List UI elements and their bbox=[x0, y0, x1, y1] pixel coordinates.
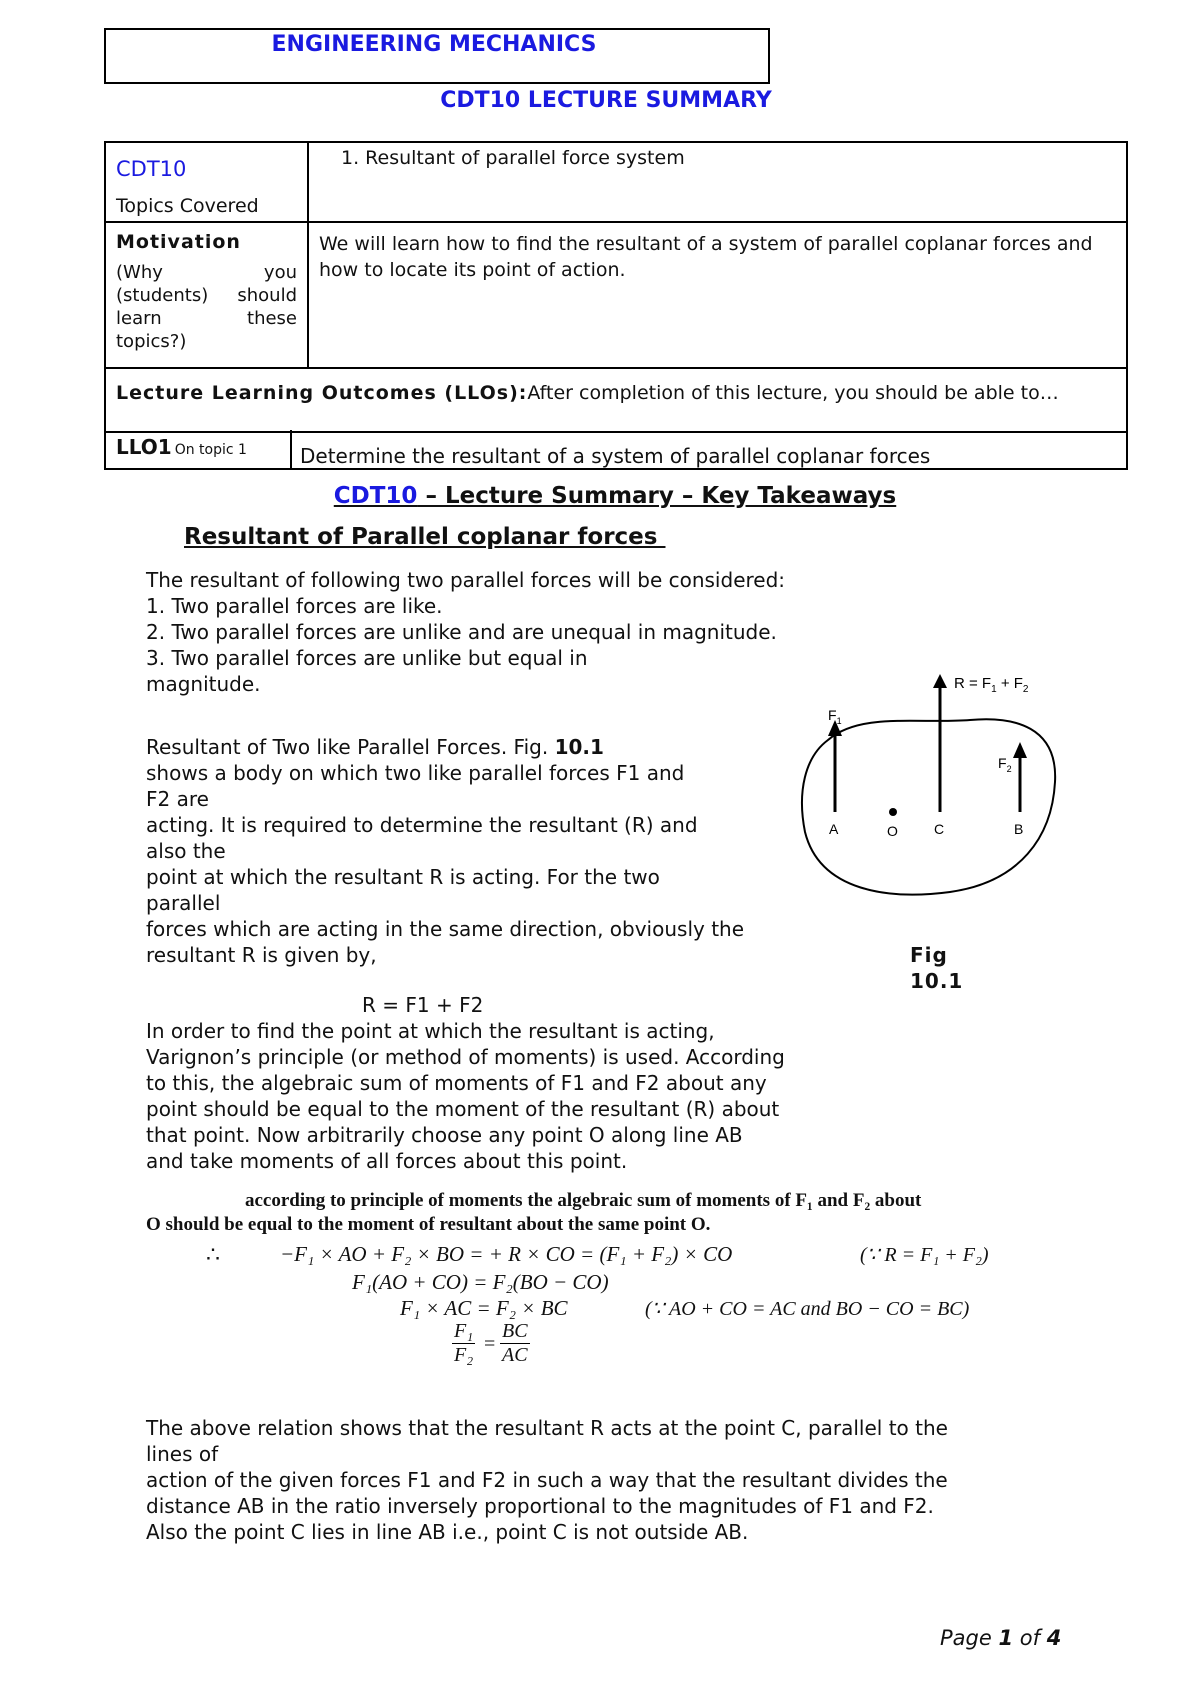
key-takeaways-code: CDT10 bbox=[333, 483, 418, 509]
llo-cell bbox=[105, 368, 1127, 432]
cdt-code: CDT10 bbox=[116, 157, 187, 181]
para1-line: point at which the resultant R is acting. For the two bbox=[146, 865, 660, 889]
para1-text: Resultant of Two like Parallel Forces. Fig. bbox=[146, 735, 549, 759]
llo-intro: After completion of this lecture, you should be able to… bbox=[527, 382, 1059, 404]
of-word: of bbox=[1013, 1626, 1047, 1650]
force-f2-arrowhead bbox=[1013, 742, 1027, 758]
equation-2: F₁(AO + CO) = F₂(BO − CO) bbox=[352, 1270, 609, 1294]
fraction-equals: = bbox=[484, 1333, 496, 1355]
para1-line: also the bbox=[146, 839, 226, 863]
para2-line: and take moments of all forces about this point. bbox=[146, 1149, 628, 1173]
case-item: 1. Two parallel forces are like. bbox=[146, 594, 443, 618]
para2-line: Varignon’s principle (or method of moments) is used. According bbox=[146, 1045, 785, 1069]
llo1-code: LLO1 bbox=[116, 435, 172, 459]
label-o: O bbox=[887, 823, 898, 839]
motivation-subtext bbox=[116, 261, 297, 353]
figure-caption-line: Fig bbox=[910, 943, 948, 967]
fraction-right-den: AC bbox=[502, 1344, 528, 1366]
llo-row bbox=[105, 368, 1127, 432]
topic-1: 1. Resultant of parallel force system bbox=[341, 147, 685, 169]
resultant-formula: R = F1 + F2 bbox=[362, 993, 484, 1017]
para3-line: distance AB in the ratio inversely proportional to the magnitudes of F1 and F2. bbox=[146, 1494, 934, 1518]
motivation-sub-line: topics?) bbox=[116, 331, 187, 352]
para3-line: lines of bbox=[146, 1442, 219, 1466]
motivation-sub-line: (Why you bbox=[116, 262, 297, 283]
resultant-arrowhead bbox=[933, 674, 947, 688]
para1-line bbox=[146, 735, 604, 759]
para1-line: F2 are bbox=[146, 787, 209, 811]
equation-intro-1: according to principle of moments the algebraic sum of moments of F₁ and F₂ about bbox=[245, 1190, 922, 1211]
fraction-right bbox=[500, 1320, 530, 1367]
motivation-label: Motivation bbox=[116, 231, 241, 253]
para1-line: resultant R is given by, bbox=[146, 943, 377, 967]
equation-3: F₁ × AC = F₂ × BC bbox=[400, 1296, 568, 1320]
equation-intro-2: O should be equal to the moment of resultant about the same point O. bbox=[146, 1214, 711, 1235]
equations-block bbox=[140, 1190, 1040, 1380]
page-current: 1 bbox=[998, 1626, 1014, 1650]
label-a: A bbox=[829, 821, 839, 837]
para1-line: acting. It is required to determine the resultant (R) and bbox=[146, 813, 698, 837]
para2-line: In order to find the point at which the resultant is acting, bbox=[146, 1019, 715, 1043]
para2-line: that point. Now arbitrarily choose any point O along line AB bbox=[146, 1123, 743, 1147]
fraction-left bbox=[452, 1320, 475, 1367]
label-b: B bbox=[1014, 821, 1024, 837]
case-item: 2. Two parallel forces are unlike and are unequal in magnitude. bbox=[146, 620, 777, 644]
llo1-divider bbox=[290, 430, 292, 470]
section-title: Resultant of Parallel coplanar forces bbox=[184, 524, 666, 550]
fraction-left-den: F₂ bbox=[454, 1344, 474, 1366]
case-item-continued: magnitude. bbox=[146, 672, 261, 696]
topics-label-cell bbox=[105, 142, 308, 222]
para2-line: point should be equal to the moment of the resultant (R) about bbox=[146, 1097, 780, 1121]
case-item: 3. Two parallel forces are unlike but equal in bbox=[146, 646, 588, 670]
equation-3-note: (∵ AO + CO = AC and BO − CO = BC) bbox=[645, 1298, 970, 1320]
para3-line: action of the given forces F1 and F2 in such a way that the resultant divides the bbox=[146, 1468, 948, 1492]
motivation-sub-line: learn these bbox=[116, 308, 297, 329]
llo1-topic: On topic 1 bbox=[174, 442, 247, 458]
document-title: ENGINEERING MECHANICS bbox=[271, 32, 597, 57]
llo1-label bbox=[116, 435, 247, 459]
para2-line: to this, the algebraic sum of moments of F1 and F2 about any bbox=[146, 1071, 767, 1095]
label-r: $R = F_1 + F_2$ bbox=[954, 675, 1029, 695]
topics-covered-label: Topics Covered bbox=[116, 195, 259, 217]
motivation-row bbox=[105, 222, 1127, 368]
para3-line: Also the point C lies in line AB i.e., point C is not outside AB. bbox=[146, 1520, 749, 1544]
motivation-text: We will learn how to find the resultant of a system of parallel coplanar forces and how to locate its point of action. bbox=[319, 233, 1093, 281]
label-f2: $F_2$ bbox=[998, 755, 1012, 774]
summary-table bbox=[104, 141, 1128, 433]
topics-row bbox=[105, 142, 1127, 222]
key-takeaways-title bbox=[0, 483, 1200, 509]
figure-10-1 bbox=[800, 672, 1060, 912]
equation-1: −F₁ × AO + F₂ × BO = + R × CO = (F₁ + F₂) × CO bbox=[280, 1242, 733, 1266]
topics-cell bbox=[308, 142, 1127, 222]
fig-ref: 10.1 bbox=[554, 735, 604, 759]
equation-1-note: (∵ R = F₁ + F₂) bbox=[860, 1244, 989, 1266]
figure-caption bbox=[910, 942, 963, 994]
document-subtitle: CDT10 LECTURE SUMMARY bbox=[440, 88, 772, 113]
therefore-symbol: ∴ bbox=[206, 1242, 220, 1267]
key-takeaways-title-text: – Lecture Summary – Key Takeaways bbox=[417, 483, 897, 509]
label-c: C bbox=[934, 821, 945, 837]
body-outline bbox=[802, 719, 1055, 894]
para1-line: forces which are acting in the same direction, obviously the bbox=[146, 917, 745, 941]
motivation-cell bbox=[308, 222, 1127, 368]
para1-line: parallel bbox=[146, 891, 221, 915]
motivation-sub-line: (students) should bbox=[116, 285, 297, 306]
motivation-label-cell bbox=[105, 222, 308, 368]
llo-label: Lecture Learning Outcomes (LLOs): bbox=[116, 382, 528, 404]
page-total: 4 bbox=[1046, 1626, 1062, 1650]
intro-text: The resultant of following two parallel forces will be considered: bbox=[146, 568, 786, 592]
figure-caption-number: 10.1 bbox=[910, 969, 964, 993]
page-word: Page bbox=[940, 1626, 999, 1650]
llo1-row bbox=[104, 430, 1128, 470]
fraction-left-num: F₁ bbox=[454, 1320, 474, 1342]
llo-intro-block bbox=[116, 381, 1116, 405]
page-number bbox=[940, 1626, 1061, 1650]
llo1-text: Determine the resultant of a system of parallel coplanar forces bbox=[300, 444, 931, 468]
point-o-dot bbox=[889, 808, 897, 816]
para3-line: The above relation shows that the resultant R acts at the point C, parallel to the bbox=[146, 1416, 948, 1440]
para1-line: shows a body on which two like parallel forces F1 and bbox=[146, 761, 685, 785]
label-f1: $F_1$ bbox=[828, 707, 842, 726]
fraction-right-num: BC bbox=[502, 1320, 528, 1342]
